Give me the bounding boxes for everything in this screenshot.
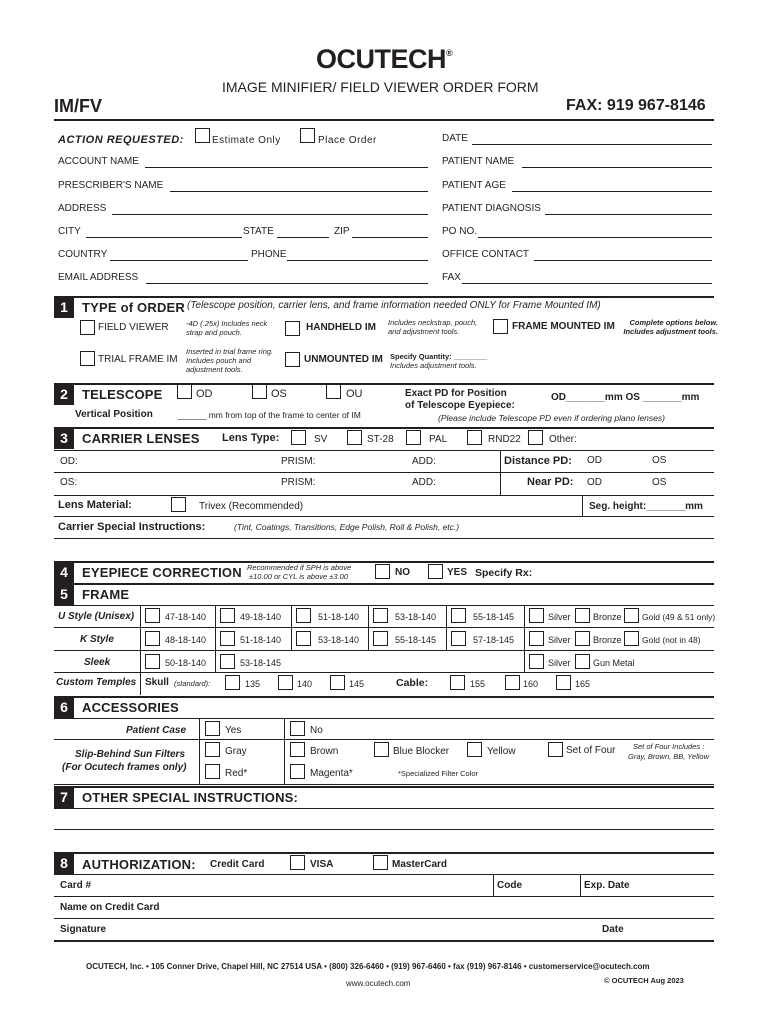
frame-grid-row-2 <box>54 650 714 651</box>
eyepiece-note-1: Recommended if SPH is above <box>247 563 352 572</box>
skull-135-checkbox[interactable] <box>225 675 240 690</box>
cable-160: 160 <box>523 679 539 689</box>
k-size-3: 53-18-140 <box>318 635 360 645</box>
seg-height[interactable]: Seg. height:_______mm <box>589 501 703 512</box>
accessories-vline <box>284 718 285 784</box>
distance-pd-label: Distance PD: <box>504 455 572 467</box>
k-size-1-checkbox[interactable] <box>145 631 160 646</box>
section-7-rule <box>54 786 714 788</box>
skull-140-checkbox[interactable] <box>278 675 293 690</box>
country-label: COUNTRY <box>58 249 108 260</box>
patient-name-field[interactable] <box>522 167 712 168</box>
lens-type-label: Lens Type: <box>222 432 280 444</box>
frame-mounted-note: Complete options below. Includes adjustment tools. <box>623 318 718 336</box>
zip-field[interactable] <box>352 237 428 238</box>
k-size-5: 57-18-145 <box>473 635 515 645</box>
signature-label: Signature <box>60 924 107 935</box>
set-four-note-1: Set of Four Includes : <box>633 742 705 751</box>
skull-145-checkbox[interactable] <box>330 675 345 690</box>
frame-mounted-checkbox[interactable] <box>493 319 508 334</box>
pd-note: (Please include Telescope PD even if ordering plano lenses) <box>438 413 665 423</box>
section-2-number: 2 <box>54 384 74 405</box>
filter-brown-label: Brown <box>310 746 339 757</box>
card-number-label: Card # <box>60 880 92 891</box>
specialized-filter-note: *Specialized Filter Color <box>398 769 479 778</box>
patient-age-field[interactable] <box>512 191 712 192</box>
lens-other-checkbox[interactable] <box>528 430 543 445</box>
k-size-4-checkbox[interactable] <box>373 631 388 646</box>
code-divider <box>493 874 494 896</box>
u-size-2-checkbox[interactable] <box>220 608 235 623</box>
rx-os-prism: PRISM: <box>281 477 316 488</box>
phone-label: PHONE <box>251 249 287 260</box>
sleek-size-2-checkbox[interactable] <box>220 654 235 669</box>
section-8-title: AUTHORIZATION: <box>82 857 196 872</box>
u-silver-checkbox[interactable] <box>529 608 544 623</box>
custom-temples-label: Custom Temples <box>56 677 137 688</box>
carrier-special-line[interactable] <box>54 538 714 539</box>
handheld-label: HANDHELD IM <box>306 322 376 333</box>
case-no-checkbox[interactable] <box>290 721 305 736</box>
section-2-rule <box>54 383 714 385</box>
section-7-number: 7 <box>54 787 74 808</box>
field-viewer-label: FIELD VIEWER <box>98 322 169 333</box>
filter-magenta-label: Magenta* <box>310 768 353 779</box>
trial-frame-label: TRIAL FRAME IM <box>98 354 178 365</box>
place-order-label: Place Order <box>318 135 377 146</box>
filter-red-checkbox[interactable] <box>205 764 220 779</box>
header-rule <box>54 119 714 121</box>
eyepiece-yes-label: YES <box>447 567 468 578</box>
section-3-rule <box>54 427 714 429</box>
cable-155-checkbox[interactable] <box>450 675 465 690</box>
skull-140: 140 <box>297 679 313 689</box>
sleek-silver-label: Silver <box>548 658 571 668</box>
u-size-4: 53-18-140 <box>395 612 437 622</box>
rx-od-label: OD: <box>60 456 78 467</box>
patient-name-label: PATIENT NAME <box>442 156 515 167</box>
filter-blue-blocker-label: Blue Blocker <box>393 746 450 757</box>
account-name-field[interactable] <box>145 167 428 168</box>
lens-rnd22-checkbox[interactable] <box>467 430 482 445</box>
k-size-5-checkbox[interactable] <box>451 631 466 646</box>
filter-gray-checkbox[interactable] <box>205 742 220 757</box>
frame-grid-top <box>54 605 714 606</box>
section-1-number: 1 <box>54 297 74 318</box>
set-four-note-2: Gray, Brown, BB, Yellow <box>628 752 710 761</box>
section-2-title: TELESCOPE <box>82 387 163 402</box>
u-gold-checkbox[interactable] <box>624 608 639 623</box>
section-4-rule <box>54 561 714 563</box>
telescope-os-checkbox[interactable] <box>252 384 267 399</box>
k-bronze-label: Bronze <box>593 635 622 645</box>
cable-155: 155 <box>470 679 486 689</box>
cable-160-checkbox[interactable] <box>505 675 520 690</box>
email-label: EMAIL ADDRESS <box>58 272 139 283</box>
carrier-special-note: (Tint, Coatings, Transitions, Edge Polish, Roll & Polish, etc.) <box>234 522 460 532</box>
seg-divider <box>582 495 583 517</box>
trial-frame-checkbox[interactable] <box>80 351 95 366</box>
sleek-size-2: 53-18-145 <box>240 658 282 668</box>
vertical-position-label: Vertical Position <box>75 409 153 420</box>
lens-sv-checkbox[interactable] <box>291 430 306 445</box>
k-gold-checkbox[interactable] <box>624 631 639 646</box>
section-8-rule <box>54 852 714 854</box>
frame-grid-row-1 <box>54 627 714 628</box>
distance-pd-od: OD <box>587 455 602 466</box>
exact-pd-label: Exact PD for Position <box>405 388 507 399</box>
eyepiece-yes-checkbox[interactable] <box>428 564 443 579</box>
mastercard-checkbox[interactable] <box>373 855 388 870</box>
rx-bottom-rule <box>54 495 714 496</box>
u-size-5-checkbox[interactable] <box>451 608 466 623</box>
zip-label: ZIP <box>334 226 350 237</box>
k-bronze-checkbox[interactable] <box>575 631 590 646</box>
filter-yellow-label: Yellow <box>487 746 516 757</box>
handheld-note: Includes neckstrap, pouch, and adjustment tools. <box>388 318 478 336</box>
brand-logo <box>316 44 452 75</box>
estimate-checkbox[interactable] <box>195 128 210 143</box>
frame-grid-vline <box>140 605 141 695</box>
accessories-bottom <box>54 784 714 785</box>
visa-checkbox[interactable] <box>290 855 305 870</box>
section-3-title: CARRIER LENSES <box>82 431 200 446</box>
sleek-gunmetal-label: Gun Metal <box>593 658 635 668</box>
footer-address: OCUTECH, Inc. • 105 Conner Drive, Chapel Hill, NC 27514 USA • (800) 326-6460 • (919) 967-6460 • fax (919) 967-8146 • customerservice@ocutech.com <box>86 962 650 971</box>
u-silver-label: Silver <box>548 612 571 622</box>
distance-pd-os: OS <box>652 455 667 466</box>
k-style-label: K Style <box>80 634 114 645</box>
telescope-ou-label: OU <box>346 388 363 400</box>
section-8-number: 8 <box>54 853 74 874</box>
office-contact-label: OFFICE CONTACT <box>442 249 530 260</box>
special-instructions-line-1[interactable] <box>54 808 714 809</box>
rx-od-add: ADD: <box>412 456 436 467</box>
k-size-4: 55-18-145 <box>395 635 437 645</box>
filter-set-four-label: Set of Four <box>566 745 616 756</box>
telescope-od-checkbox[interactable] <box>177 384 192 399</box>
case-yes-checkbox[interactable] <box>205 721 220 736</box>
cable-165-checkbox[interactable] <box>556 675 571 690</box>
rx-divider <box>500 450 501 496</box>
pd-values[interactable]: OD_______mm OS _______mm <box>551 392 700 403</box>
section-5-title: FRAME <box>82 587 130 602</box>
skull-145: 145 <box>349 679 365 689</box>
k-size-2: 51-18-140 <box>240 635 282 645</box>
sleek-gunmetal-checkbox[interactable] <box>575 654 590 669</box>
lens-rnd22-label: RND22 <box>488 434 521 445</box>
u-size-3-checkbox[interactable] <box>296 608 311 623</box>
auth-bottom <box>54 940 714 942</box>
code-label: Code <box>497 880 522 891</box>
form-code: IM/FV <box>54 96 102 116</box>
u-size-1: 47-18-140 <box>165 612 207 622</box>
vertical-position-note[interactable]: ______ mm from top of the frame to center of IM <box>178 410 361 420</box>
filter-magenta-checkbox[interactable] <box>290 764 305 779</box>
estimate-label: Estimate Only <box>212 135 281 146</box>
registered-mark: ® <box>446 48 453 58</box>
unmounted-label: UNMOUNTED IM <box>304 354 383 365</box>
u-size-1-checkbox[interactable] <box>145 608 160 623</box>
credit-card-label: Credit Card <box>210 859 265 870</box>
near-pd-os: OS <box>652 477 667 488</box>
lens-pal-checkbox[interactable] <box>406 430 421 445</box>
filter-red-label: Red* <box>225 768 248 779</box>
prescriber-field[interactable] <box>170 191 428 192</box>
po-label: PO NO. <box>442 226 478 237</box>
city-field[interactable] <box>86 237 242 238</box>
specify-rx-label: Specify Rx: <box>475 567 533 579</box>
patient-age-label: PATIENT AGE <box>442 180 506 191</box>
trial-frame-note: Inserted in trial frame ring. Includes pouch and adjustment tools. <box>186 347 274 374</box>
section-4-title: EYEPIECE CORRECTION <box>82 565 242 580</box>
frame-grid-vline <box>291 605 292 650</box>
date-label: DATE <box>442 133 468 144</box>
skull-135: 135 <box>245 679 261 689</box>
lens-material-label: Lens Material: <box>58 499 132 511</box>
signature-date-label: Date <box>602 924 624 935</box>
patient-case-label: Patient Case <box>126 725 187 736</box>
material-bottom-rule <box>54 516 714 517</box>
k-silver-checkbox[interactable] <box>529 631 544 646</box>
rx-od-prism: PRISM: <box>281 456 316 467</box>
filter-yellow-checkbox[interactable] <box>467 742 482 757</box>
lens-st28-label: ST-28 <box>367 434 394 445</box>
account-name-label: ACCOUNT NAME <box>58 156 139 167</box>
section-6-number: 6 <box>54 697 74 718</box>
eyepiece-no-checkbox[interactable] <box>375 564 390 579</box>
near-pd-label: Near PD: <box>527 476 574 488</box>
auth-row-2 <box>54 896 714 897</box>
accessories-vline <box>199 718 200 784</box>
u-size-4-checkbox[interactable] <box>373 608 388 623</box>
lens-other-label: Other: <box>549 434 577 445</box>
phone-field[interactable] <box>287 260 428 261</box>
section-3-number: 3 <box>54 428 74 449</box>
eyepiece-no-label: NO <box>395 567 410 578</box>
slip-behind-label-2: (For Ocutech frames only) <box>62 762 187 773</box>
u-bronze-checkbox[interactable] <box>575 608 590 623</box>
k-silver-label: Silver <box>548 635 571 645</box>
sleek-size-1: 50-18-140 <box>165 658 207 668</box>
fax-number: FAX: 919 967-8146 <box>566 97 706 114</box>
prescriber-label: PRESCRIBER'S NAME <box>58 180 164 191</box>
patient-diagnosis-label: PATIENT DIAGNOSIS <box>442 203 541 214</box>
sleek-size-1-checkbox[interactable] <box>145 654 160 669</box>
k-gold-label: Gold (not in 48) <box>642 635 701 645</box>
visa-label: VISA <box>310 859 334 870</box>
form-title: IMAGE MINIFIER/ FIELD VIEWER ORDER FORM <box>222 79 539 95</box>
section-5-number: 5 <box>54 584 74 605</box>
telescope-od-label: OD <box>196 388 213 400</box>
filter-brown-checkbox[interactable] <box>290 742 305 757</box>
frame-mounted-label: FRAME MOUNTED IM <box>512 321 615 332</box>
unmounted-note: Includes adjustment tools. <box>390 361 477 370</box>
case-no-label: No <box>310 725 323 736</box>
exact-pd-label-2: of Telescope Eyepiece: <box>405 400 515 411</box>
patient-diagnosis-field[interactable] <box>545 214 712 215</box>
field-viewer-checkbox[interactable] <box>80 320 95 335</box>
fax-label: FAX <box>442 272 461 283</box>
k-size-1: 48-18-140 <box>165 635 207 645</box>
special-instructions-line-2[interactable] <box>54 829 714 830</box>
u-bronze-label: Bronze <box>593 612 622 622</box>
section-1-note: (Telescope position, carrier lens, and frame information needed ONLY for Frame Mounted IM) <box>187 300 601 311</box>
name-on-card-label: Name on Credit Card <box>60 902 160 913</box>
filter-gray-label: Gray <box>225 746 247 757</box>
exp-divider <box>580 874 581 896</box>
state-label: STATE <box>243 226 274 237</box>
u-size-3: 51-18-140 <box>318 612 360 622</box>
frame-grid-vline <box>368 605 369 650</box>
lens-sv-label: SV <box>314 434 328 445</box>
place-order-checkbox[interactable] <box>300 128 315 143</box>
near-pd-od: OD <box>587 477 602 488</box>
filter-set-four-checkbox[interactable] <box>548 742 563 757</box>
u-gold-label: Gold (49 & 51 only) <box>642 612 716 622</box>
fax-field[interactable] <box>462 283 712 284</box>
mastercard-label: MasterCard <box>392 859 448 870</box>
rx-os-label: OS: <box>60 477 78 488</box>
lens-st28-checkbox[interactable] <box>347 430 362 445</box>
unmounted-quantity: Specify Quantity: ________ <box>390 352 488 361</box>
date-field[interactable] <box>472 144 712 145</box>
trivex-checkbox[interactable] <box>171 497 186 512</box>
section-5-rule <box>54 583 714 585</box>
rx-mid-rule <box>54 472 714 473</box>
slip-behind-label: Slip-Behind Sun Filters <box>75 749 186 760</box>
filter-blue-blocker-checkbox[interactable] <box>374 742 389 757</box>
rx-top-rule <box>54 450 714 451</box>
po-field[interactable] <box>478 237 712 238</box>
city-label: CITY <box>58 226 81 237</box>
section-1-rule <box>54 296 714 298</box>
u-size-5: 55-18-145 <box>473 612 515 622</box>
case-yes-label: Yes <box>225 725 242 736</box>
frame-grid-vline <box>446 605 447 650</box>
unmounted-checkbox[interactable] <box>285 352 300 367</box>
k-size-2-checkbox[interactable] <box>220 631 235 646</box>
skull-label: Skull <box>145 677 169 688</box>
frame-grid-row-3 <box>54 672 714 673</box>
section-6-title: ACCESSORIES <box>82 700 179 715</box>
skull-note: (standard): <box>174 679 211 688</box>
footer-copyright: © OCUTECH Aug 2023 <box>604 976 684 985</box>
auth-row-3 <box>54 918 714 919</box>
sleek-silver-checkbox[interactable] <box>529 654 544 669</box>
eyepiece-note-2: ±10.00 or CYL is above ±3.00 <box>249 572 348 581</box>
telescope-os-label: OS <box>271 388 287 400</box>
rx-os-add: ADD: <box>412 477 436 488</box>
section-1-title: TYPE of ORDER <box>82 300 185 315</box>
address-label: ADDRESS <box>58 203 107 214</box>
frame-grid-vline <box>524 605 525 672</box>
country-field[interactable] <box>110 260 248 261</box>
action-label: ACTION REQUESTED: <box>58 134 184 146</box>
section-4-number: 4 <box>54 562 74 583</box>
footer-website[interactable]: www.ocutech.com <box>346 979 411 988</box>
lens-pal-label: PAL <box>429 434 448 445</box>
carrier-special-label: Carrier Special Instructions: <box>58 521 206 533</box>
auth-row-1 <box>54 874 714 875</box>
field-viewer-note: -4D (.25x) Includes neck strap and pouch. <box>186 319 268 337</box>
cable-label: Cable: <box>396 677 429 689</box>
brand-name: OCUTECH <box>316 44 446 74</box>
sleek-label: Sleek <box>84 657 111 668</box>
cable-165: 165 <box>575 679 591 689</box>
section-7-title: OTHER SPECIAL INSTRUCTIONS: <box>82 790 299 805</box>
section-6-rule <box>54 696 714 698</box>
frame-grid-vline <box>215 605 216 672</box>
office-contact-field[interactable] <box>534 260 712 261</box>
accessories-row-1 <box>54 739 714 740</box>
u-size-2: 49-18-140 <box>240 612 282 622</box>
trivex-label: Trivex (Recommended) <box>199 501 304 512</box>
k-size-3-checkbox[interactable] <box>296 631 311 646</box>
handheld-checkbox[interactable] <box>285 321 300 336</box>
telescope-ou-checkbox[interactable] <box>326 384 341 399</box>
u-style-label: U Style (Unisex) <box>58 611 135 622</box>
state-field[interactable] <box>277 237 329 238</box>
address-field[interactable] <box>112 214 428 215</box>
accessories-top <box>54 718 714 719</box>
email-field[interactable] <box>146 283 428 284</box>
exp-date-label: Exp. Date <box>584 880 630 891</box>
